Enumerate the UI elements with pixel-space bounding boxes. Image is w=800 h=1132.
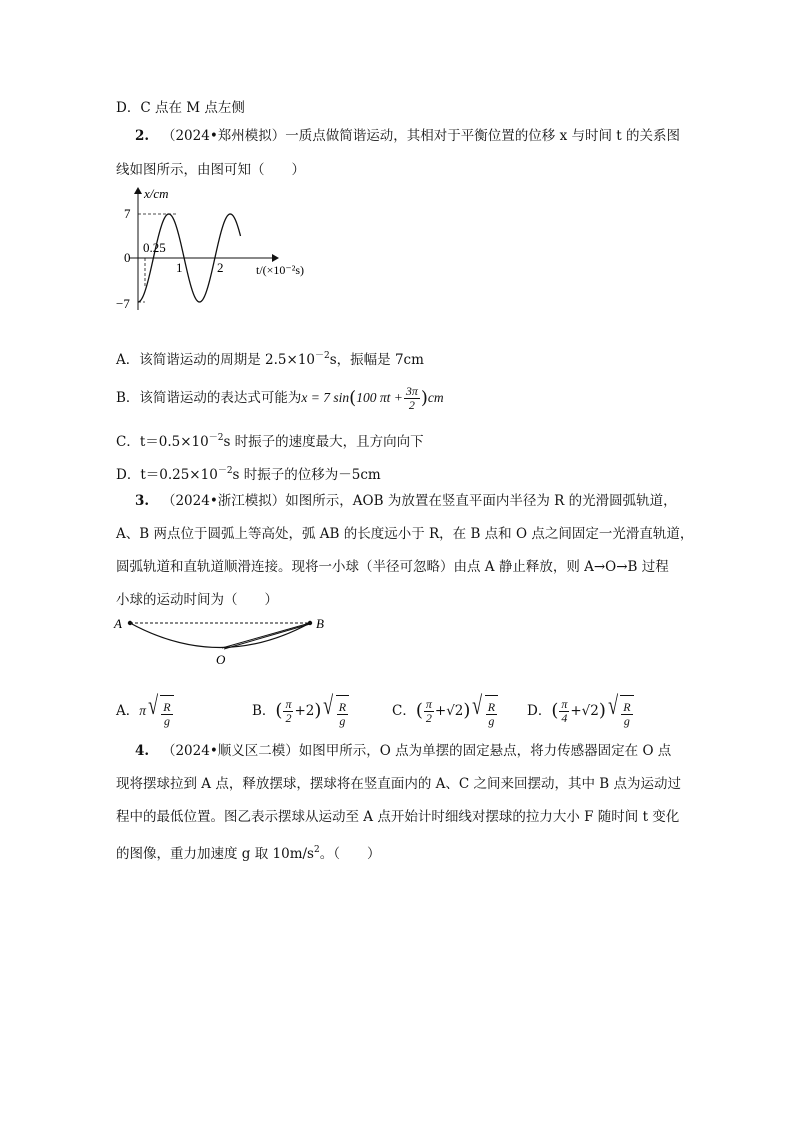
q3-opt-b-sqrt <box>321 691 349 732</box>
q2-option-c[interactable] <box>116 428 424 452</box>
q2-option-b-frac <box>404 385 420 412</box>
q2-option-b-lparen: ( <box>349 387 357 409</box>
q2-option-a-sup: －2 <box>315 351 330 361</box>
label-a: A <box>114 616 122 631</box>
q4-stem-text1: 如图甲所示，O 点为单摆的固定悬点，将力传感器固定在 O 点 <box>298 743 672 759</box>
q3-option-c[interactable] <box>392 691 527 732</box>
q3-opt-a-sqrt <box>146 691 174 732</box>
q4-stem-line2: 现将摆球拉到 A 点，释放摆球，摆球将在竖直面内的 A、C 之间来回摆动，其中 B 点为运动过 <box>116 776 681 792</box>
q4-stem-line1 <box>135 741 671 761</box>
q3-opt-b-plus: +2 <box>294 703 315 719</box>
track-ob-1 <box>222 623 310 648</box>
q2-option-d-pre: D．t＝0.25×10 <box>116 467 218 483</box>
sqrt-den: g <box>623 713 630 728</box>
sqrt-den: g <box>163 713 170 728</box>
frac-den: 2 <box>285 710 292 725</box>
q2-option-b-frac-den: 2 <box>408 398 415 412</box>
sqrt-num: R <box>623 699 631 714</box>
frac-num: π <box>285 696 292 711</box>
sqrt-den: g <box>488 713 495 728</box>
q2-option-b-inner: 100 πt + <box>356 390 403 405</box>
q2-option-b-pre: B．该简谐运动的表达式可能为 <box>116 390 302 406</box>
q2-option-b-rparen: ) <box>420 387 428 409</box>
q3-opt-c-label: C． <box>392 703 416 719</box>
label-o: O <box>216 652 226 667</box>
q4-stem-line4 <box>116 840 380 864</box>
q3-opt-c-sqrt <box>470 691 498 732</box>
point-a <box>128 621 132 625</box>
frac-den: 2 <box>425 710 432 725</box>
sqrt-icon: √ <box>323 690 334 720</box>
q3-number: 3. <box>135 493 150 509</box>
q3-stem-text1: 如图所示，AOB 为放置在竖直平面内半径为 R 的光滑圆弧轨道， <box>285 493 677 509</box>
y-tick-0: 0 <box>124 250 131 265</box>
q2-option-b[interactable] <box>116 382 444 414</box>
sqrt-num: R <box>338 699 347 714</box>
sqrt-num: R <box>163 699 171 714</box>
q4-stem-line4-post: 。（ ） <box>319 846 381 862</box>
sqrt-icon: √ <box>472 690 483 720</box>
q3-stem-line4: 小球的运动时间为（ ） <box>116 592 278 608</box>
q3-opt-d-plus: +√2 <box>570 703 599 719</box>
q2-option-a-pre: A．该简谐运动的周期是 2.5×10 <box>116 352 315 368</box>
q3-opt-d-label: D． <box>527 703 552 719</box>
q2-chart <box>110 182 350 322</box>
sqrt-num: R <box>487 699 496 714</box>
x-axis-label: t/(×10⁻²s) <box>256 263 305 277</box>
frac-num: π <box>425 696 432 711</box>
y-tick-neg7: −7 <box>116 296 130 311</box>
q2-option-b-unit: cm <box>427 390 444 405</box>
q3-opt-a-label: A． <box>116 703 140 719</box>
q4-stem-line4-pre: 的图像，重力加速度 g 取 10m/s <box>116 846 314 862</box>
q3-stem-line2: A、B 两点位于圆弧上等高处，弧 AB 的长度远小于 R，在 B 点和 O 点之间固定一光滑直轨道， <box>116 526 694 542</box>
frac-den: 4 <box>561 710 568 725</box>
q3-stem-line3: 圆弧轨道和直轨道顺滑连接。现将一小球（半径可忽略）由点 A 静止释放，则 A→O→B 过程 <box>116 559 669 575</box>
point-b <box>308 621 312 625</box>
q3-opt-c-plus: +√2 <box>434 703 464 719</box>
q2-option-c-sup: －2 <box>208 433 224 443</box>
rparen: ) <box>463 700 471 721</box>
q3-opt-b-label: B． <box>252 703 276 719</box>
q2-option-c-post: s 时振子的速度最大，且方向向下 <box>223 434 424 450</box>
q2-stem-line1 <box>135 126 680 146</box>
sqrt-den: g <box>339 713 346 728</box>
q4-number: 4. <box>135 743 150 759</box>
q2-stem-text1: 一质点做简谐运动，其相对于平衡位置的位移 x 与时间 t 的关系图 <box>285 128 680 144</box>
q3-opt-d-sqrt <box>606 691 634 732</box>
q3-options <box>116 690 634 729</box>
q2-option-a-post: s，振幅是 7cm <box>329 352 424 368</box>
arc-aob <box>130 623 310 648</box>
label-b: B <box>316 616 324 631</box>
rparen: ) <box>314 700 322 721</box>
q3-option-b[interactable] <box>252 691 392 732</box>
q2-option-a[interactable] <box>116 346 424 370</box>
lparen: ( <box>415 700 423 721</box>
prev-option-d: D．C 点在 M 点左侧 <box>116 100 245 116</box>
annotation-025: 0.25 <box>143 240 166 255</box>
x-tick-2: 2 <box>217 260 224 275</box>
q3-option-a[interactable] <box>116 691 252 732</box>
q2-source: （2024•郑州模拟） <box>161 128 286 144</box>
frac-num: π <box>561 696 568 711</box>
q2-option-b-frac-num: 3π <box>405 384 418 398</box>
q2-option-b-formula-left: x = 7 sin <box>301 390 350 405</box>
rparen: ) <box>598 700 606 721</box>
q4-stem-line4-sup: 2 <box>313 845 320 855</box>
sqrt-icon: √ <box>148 690 159 720</box>
lparen: ( <box>275 700 283 721</box>
x-tick-1: 1 <box>176 260 183 275</box>
q3-diagram <box>110 612 340 672</box>
q4-stem-line3: 程中的最低位置。图乙表示摆球从运动至 A 点开始计时细线对摆球的拉力大小 F 随时间 t 变化 <box>116 809 680 825</box>
sqrt-icon: √ <box>608 690 619 720</box>
q2-number: 2. <box>135 128 150 144</box>
track-ob-2 <box>224 624 310 649</box>
q2-option-c-pre: C．t＝0.5×10 <box>116 434 209 450</box>
y-axis-label: x/cm <box>144 186 169 201</box>
q3-stem-line1 <box>135 491 677 511</box>
q2-stem-line2: 线如图所示，由图可知（ ） <box>116 162 305 178</box>
q4-source: （2024•顺义区二模） <box>161 743 299 759</box>
q3-opt-c-frac <box>424 698 434 725</box>
q3-source: （2024•浙江模拟） <box>161 493 286 509</box>
q2-option-d-sup: －2 <box>217 466 233 476</box>
q3-option-d[interactable] <box>527 691 634 732</box>
q2-option-d-post: s 时振子的位移为－5cm <box>232 467 381 483</box>
q3-opt-a-pi: π <box>139 703 147 718</box>
q3-opt-d-frac <box>559 698 569 725</box>
y-tick-7: 7 <box>124 206 131 221</box>
q3-opt-b-frac <box>283 698 293 725</box>
q2-option-d[interactable] <box>116 461 381 485</box>
lparen: ( <box>551 700 559 721</box>
